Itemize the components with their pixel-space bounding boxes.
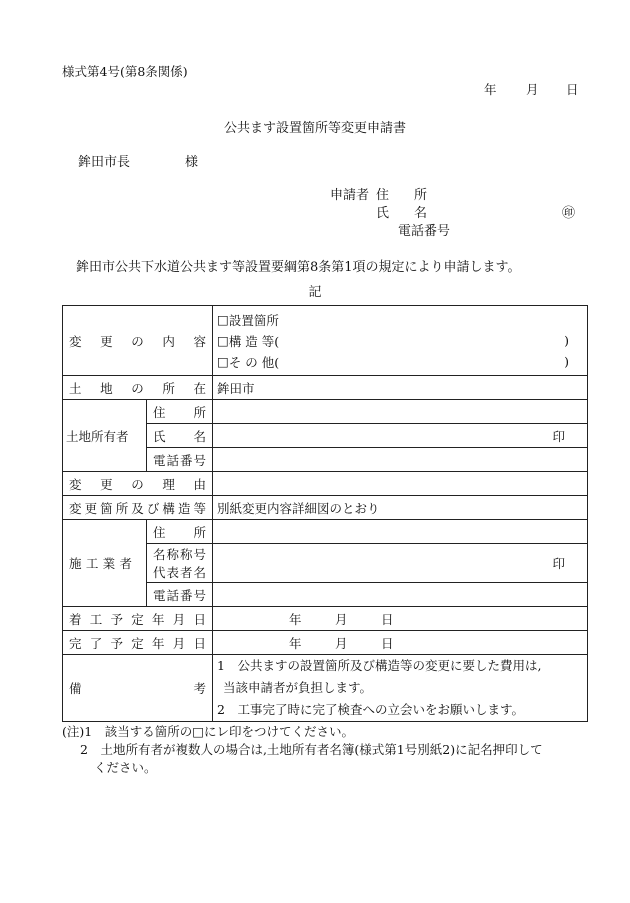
applicant-name-label-2: 名 (414, 206, 428, 221)
row-end-date (63, 631, 588, 655)
date-day: 日 (566, 82, 579, 97)
intro-text: 鉾田市公共下水道公共ます等設置要綱第8条第1項の規定により申請します。 (76, 260, 521, 275)
option-location[interactable]: □ 設置箇所 (217, 312, 279, 328)
change-reason-field[interactable] (213, 472, 588, 496)
owner-name-label: 氏 名 (147, 424, 213, 448)
date-month: 月 (526, 82, 539, 97)
note-2-line-2: ください。 (94, 760, 157, 775)
start-date-field[interactable]: 年 月 日 (213, 607, 588, 631)
row-start-date (63, 607, 588, 631)
applicant-phone-label: 電話番号 (398, 224, 451, 239)
owner-phone-field[interactable] (213, 448, 588, 472)
owner-seal: 印 (552, 428, 565, 444)
note-1: (注)1 該当する箇所の□にレ印をつけてください。 (62, 724, 355, 739)
land-owner-label: 土地所有者 (63, 400, 147, 472)
contractor-label: 施 工 業 者 (63, 520, 147, 607)
owner-address-label: 住 所 (147, 400, 213, 424)
applicant-name-label-1: 氏 (376, 206, 390, 221)
remarks-text: 1 公共ますの設置箇所及び構造等の変更に要した費用は, 当該申請者が負担します。 2 工事完了時に完了検査への立会いをお願いします。 (213, 655, 588, 722)
end-date-field[interactable]: 年 月 日 (213, 631, 588, 655)
land-location-label: 土 地 の 所 在 (63, 376, 213, 400)
start-date-label: 着 工 予 定 年 月 日 (63, 607, 213, 631)
contractor-name-label: 名 称 称 号 代 表 者 名 (147, 544, 213, 583)
option-structure[interactable]: □ 構 造 等( ) (217, 333, 569, 349)
change-place-label: 変 更 箇 所 及 び 構 造 等 (63, 496, 213, 520)
row-owner-address (63, 400, 588, 424)
addressee-honorific: 様 (185, 155, 199, 170)
addressee-name: 鉾田市長 (78, 155, 131, 170)
application-form-table (62, 305, 588, 722)
applicant-seal: ㊞ (562, 206, 576, 221)
contractor-seal: 印 (552, 556, 565, 571)
contractor-address-label: 住 所 (147, 520, 213, 544)
row-change-place (63, 496, 588, 520)
contractor-phone-field[interactable] (213, 583, 588, 607)
change-place-value[interactable]: 別紙変更内容詳細図のとおり (213, 496, 588, 520)
change-reason-label: 変 更 の 理 由 (63, 472, 213, 496)
applicant-heading: 申請者 (330, 188, 370, 203)
contractor-address-field[interactable] (213, 520, 588, 544)
land-location-value[interactable]: 鉾田市 (213, 376, 588, 400)
owner-name-field[interactable] (213, 424, 588, 448)
contractor-name-field[interactable] (213, 544, 588, 583)
row-land-location (63, 376, 588, 400)
date-year: 年 (484, 82, 497, 97)
document-title: 公共ます設置箇所等変更申請書 (223, 121, 406, 136)
applicant-address-label-2: 所 (414, 188, 428, 203)
end-date-label: 完 了 予 定 年 月 日 (63, 631, 213, 655)
ki-heading: 記 (308, 285, 322, 300)
change-content-label: 変 更 の 内 容 (63, 306, 213, 376)
checkbox[interactable]: □ (217, 354, 229, 369)
row-change-content (63, 306, 588, 376)
form-number: 様式第4号(第8条関係) (62, 64, 188, 79)
checkbox[interactable]: □ (217, 312, 229, 327)
owner-address-field[interactable] (213, 400, 588, 424)
note-2-line-1: 2 土地所有者が複数人の場合は,土地所有者名簿(様式第1号別紙2)に記名押印して (80, 742, 543, 757)
change-content-options (213, 306, 588, 376)
checkbox[interactable]: □ (217, 333, 229, 348)
row-contractor-address (63, 520, 588, 544)
applicant-address-label-1: 住 (376, 188, 390, 203)
contractor-phone-label: 電 話 番 号 (147, 583, 213, 607)
remarks-label: 備 考 (63, 655, 213, 722)
owner-phone-label: 電 話 番 号 (147, 448, 213, 472)
row-change-reason (63, 472, 588, 496)
row-remarks (63, 655, 588, 722)
option-other[interactable]: □ そ の 他( ) (217, 354, 569, 370)
